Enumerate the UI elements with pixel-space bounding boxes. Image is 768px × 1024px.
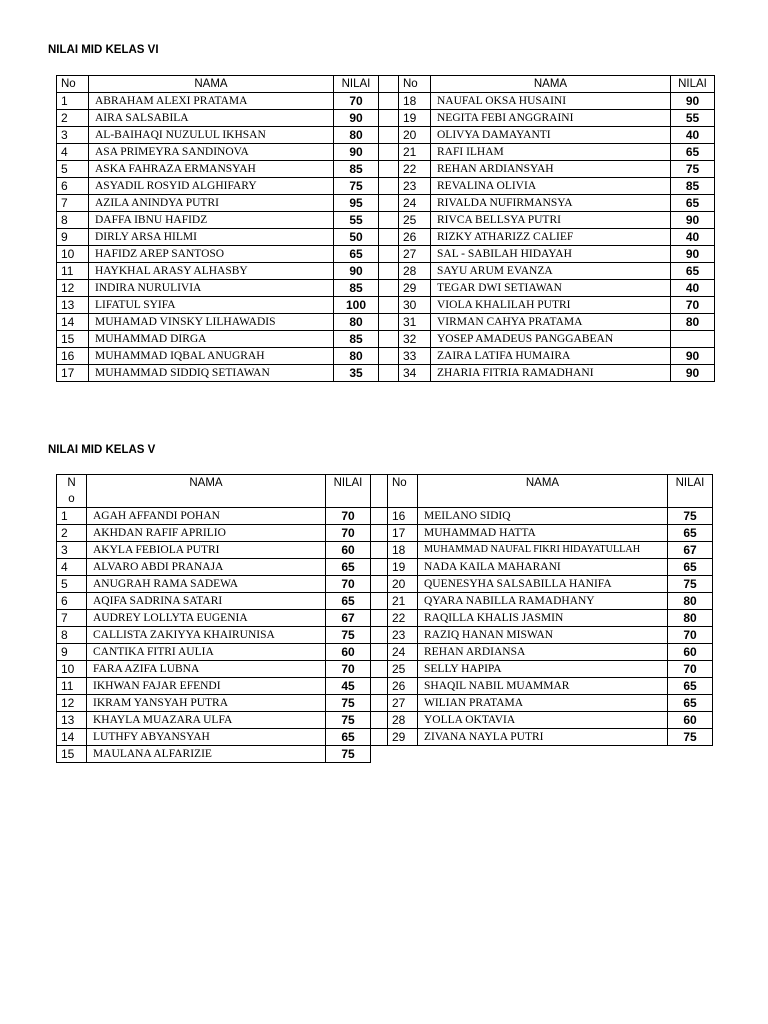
row-number: 4: [57, 144, 89, 161]
table-row: [57, 678, 713, 695]
column-gap: [379, 76, 399, 93]
row-number: 23: [399, 178, 431, 195]
row-number: 12: [57, 280, 89, 297]
student-name: ALVARO ABDI PRANAJA: [87, 559, 326, 576]
student-score: 65: [668, 559, 713, 576]
row-number: 11: [57, 678, 87, 695]
student-score: 60: [326, 542, 371, 559]
column-gap: [379, 246, 399, 263]
row-number: 13: [57, 712, 87, 729]
row-number: 3: [57, 542, 87, 559]
student-score: [671, 331, 715, 348]
student-name: YOLLA OKTAVIA: [418, 712, 668, 729]
student-name: INDIRA NURULIVIA: [89, 280, 334, 297]
table-row: [57, 508, 713, 525]
student-name: FARA AZIFA LUBNA: [87, 661, 326, 678]
row-number: 21: [399, 144, 431, 161]
student-score: 65: [671, 263, 715, 280]
student-name: SHAQIL NABIL MUAMMAR: [418, 678, 668, 695]
student-score: 75: [668, 508, 713, 525]
student-name: REHAN ARDIANSYAH: [431, 161, 671, 178]
column-gap: [371, 627, 388, 644]
student-score: 65: [668, 525, 713, 542]
row-number: 19: [399, 110, 431, 127]
student-score: 90: [334, 144, 379, 161]
student-score: 90: [334, 110, 379, 127]
student-name: ASKA FAHRAZA ERMANSYAH: [89, 161, 334, 178]
column-gap: [379, 263, 399, 280]
row-number: 18: [399, 93, 431, 110]
row-number: 28: [399, 263, 431, 280]
student-score: 60: [668, 644, 713, 661]
student-name: MAULANA ALFARIZIE: [87, 746, 326, 763]
table-row: [57, 110, 715, 127]
row-number: 26: [388, 678, 418, 695]
table-row: [57, 525, 713, 542]
student-score: 55: [334, 212, 379, 229]
column-gap: [379, 297, 399, 314]
student-name: VIOLA KHALILAH PUTRI: [431, 297, 671, 314]
header-nama: NAMA: [87, 475, 326, 508]
student-name: AUDREY LOLLYTA EUGENIA: [87, 610, 326, 627]
student-name: RAQILLA KHALIS JASMIN: [418, 610, 668, 627]
column-gap: [371, 678, 388, 695]
student-name: ABRAHAM ALEXI PRATAMA: [89, 93, 334, 110]
column-gap: [379, 161, 399, 178]
table-row: [57, 542, 713, 559]
student-score: 75: [334, 178, 379, 195]
student-name: MUHAMMAD SIDDIQ SETIAWAN: [89, 365, 334, 382]
row-number: 34: [399, 365, 431, 382]
table-row: [57, 195, 715, 212]
student-name: AZILA ANINDYA PUTRI: [89, 195, 334, 212]
row-number: 9: [57, 644, 87, 661]
row-number: 15: [57, 746, 87, 763]
student-name: SAL - SABILAH HIDAYAH: [431, 246, 671, 263]
table-row: [57, 127, 715, 144]
student-name: AGAH AFFANDI POHAN: [87, 508, 326, 525]
student-name: RIVCA BELLSYA PUTRI: [431, 212, 671, 229]
student-score: 75: [326, 746, 371, 763]
student-score: 50: [334, 229, 379, 246]
student-name: RAFI ILHAM: [431, 144, 671, 161]
student-name: MEILANO SIDIQ: [418, 508, 668, 525]
column-gap: [371, 525, 388, 542]
student-score: 65: [668, 678, 713, 695]
header-nilai: NILAI: [326, 475, 371, 508]
table-row: [57, 661, 713, 678]
student-score: 70: [668, 627, 713, 644]
student-name: SELLY HAPIPA: [418, 661, 668, 678]
student-score: 90: [671, 212, 715, 229]
student-score: 80: [334, 314, 379, 331]
grades-table-kelas-vi: [56, 75, 715, 382]
table-row: [57, 576, 713, 593]
column-gap: [371, 593, 388, 610]
student-score: 65: [668, 695, 713, 712]
row-number: 17: [57, 365, 89, 382]
student-name: ZHARIA FITRIA RAMADHANI: [431, 365, 671, 382]
student-score: 85: [334, 280, 379, 297]
student-score: 70: [326, 576, 371, 593]
column-gap: [379, 195, 399, 212]
row-number: 5: [57, 161, 89, 178]
column-gap: [379, 365, 399, 382]
column-gap: [379, 280, 399, 297]
student-score: 75: [326, 695, 371, 712]
student-name: ASA PRIMEYRA SANDINOVA: [89, 144, 334, 161]
student-name: AKYLA FEBIOLA PUTRI: [87, 542, 326, 559]
student-score: 90: [334, 263, 379, 280]
student-name: LUTHFY ABYANSYAH: [87, 729, 326, 746]
student-name: MUHAMAD VINSKY LILHAWADIS: [89, 314, 334, 331]
student-name: AQIFA SADRINA SATARI: [87, 593, 326, 610]
row-number: 27: [388, 695, 418, 712]
table-row: [57, 593, 713, 610]
row-number: 19: [388, 559, 418, 576]
student-name: MUHAMMAD IQBAL ANUGRAH: [89, 348, 334, 365]
student-score: 75: [326, 627, 371, 644]
table-row: [57, 144, 715, 161]
column-gap: [371, 661, 388, 678]
row-number: 10: [57, 661, 87, 678]
table-row: [57, 695, 713, 712]
student-score: 95: [334, 195, 379, 212]
student-name: DIRLY ARSA HILMI: [89, 229, 334, 246]
row-number: 7: [57, 195, 89, 212]
row-number: 11: [57, 263, 89, 280]
student-score: 85: [334, 161, 379, 178]
row-number: 17: [388, 525, 418, 542]
column-gap: [371, 729, 388, 746]
table-header-row: [57, 475, 713, 508]
row-number: 8: [57, 627, 87, 644]
table-row: [57, 729, 713, 746]
row-number: 30: [399, 297, 431, 314]
student-score: 80: [671, 314, 715, 331]
header-no-line1: N: [67, 477, 76, 489]
student-score: 80: [668, 610, 713, 627]
student-name: MUHAMMAD DIRGA: [89, 331, 334, 348]
row-number: 2: [57, 110, 89, 127]
student-score: 75: [668, 576, 713, 593]
student-score: 75: [671, 161, 715, 178]
table-row: [57, 559, 713, 576]
row-number: 5: [57, 576, 87, 593]
student-score: 35: [334, 365, 379, 382]
student-name: QYARA NABILLA RAMADHANY: [418, 593, 668, 610]
student-score: 100: [334, 297, 379, 314]
row-number: 14: [57, 729, 87, 746]
student-name: AKHDAN RAFIF APRILIO: [87, 525, 326, 542]
student-score: 60: [326, 644, 371, 661]
row-number: 23: [388, 627, 418, 644]
student-score: 67: [668, 542, 713, 559]
table-row: [57, 263, 715, 280]
row-number: 2: [57, 525, 87, 542]
student-score: 65: [326, 729, 371, 746]
student-score: 90: [671, 365, 715, 382]
row-number: 33: [399, 348, 431, 365]
row-number: 14: [57, 314, 89, 331]
row-number: 24: [399, 195, 431, 212]
row-number: 16: [57, 348, 89, 365]
row-number: 31: [399, 314, 431, 331]
student-name: SAYU ARUM EVANZA: [431, 263, 671, 280]
student-score: 80: [334, 348, 379, 365]
row-number: 16: [388, 508, 418, 525]
header-no: No: [399, 76, 431, 93]
student-name: HAYKHAL ARASY ALHASBY: [89, 263, 334, 280]
student-score: 67: [326, 610, 371, 627]
column-gap: [379, 127, 399, 144]
student-score: 70: [326, 661, 371, 678]
row-number: 8: [57, 212, 89, 229]
student-name: CANTIKA FITRI AULIA: [87, 644, 326, 661]
student-name: KHAYLA MUAZARA ULFA: [87, 712, 326, 729]
student-name: QUENESYHA SALSABILLA HANIFA: [418, 576, 668, 593]
row-number: 6: [57, 593, 87, 610]
student-name: RAZIQ HANAN MISWAN: [418, 627, 668, 644]
table-row: [57, 746, 713, 763]
table-row: [57, 712, 713, 729]
section-title-kelas-vi: NILAI MID KELAS VI: [48, 44, 159, 56]
student-name: IKHWAN FAJAR EFENDI: [87, 678, 326, 695]
student-score: 80: [668, 593, 713, 610]
column-gap: [379, 348, 399, 365]
student-name: RIZKY ATHARIZZ CALIEF: [431, 229, 671, 246]
student-name: RIVALDA NUFIRMANSYA: [431, 195, 671, 212]
row-number: 24: [388, 644, 418, 661]
column-gap: [379, 93, 399, 110]
table-row: [57, 161, 715, 178]
header-no: [57, 475, 87, 508]
student-name: NEGITA FEBI ANGGRAINI: [431, 110, 671, 127]
student-score: 70: [671, 297, 715, 314]
student-score: 70: [326, 525, 371, 542]
row-number: 7: [57, 610, 87, 627]
student-name: OLIVYA DAMAYANTI: [431, 127, 671, 144]
student-name: AIRA SALSABILA: [89, 110, 334, 127]
table-row: [57, 229, 715, 246]
student-name: HAFIDZ AREP SANTOSO: [89, 246, 334, 263]
table-row: [57, 627, 713, 644]
student-name: CALLISTA ZAKIYYA KHAIRUNISA: [87, 627, 326, 644]
table-row: [57, 331, 715, 348]
student-name: ANUGRAH RAMA SADEWA: [87, 576, 326, 593]
header-nama: NAMA: [89, 76, 334, 93]
header-no: No: [388, 475, 418, 508]
student-score: 75: [668, 729, 713, 746]
student-name: TEGAR DWI SETIAWAN: [431, 280, 671, 297]
table-row: [57, 365, 715, 382]
student-score: 65: [334, 246, 379, 263]
row-number: 1: [57, 93, 89, 110]
student-score: 45: [326, 678, 371, 695]
table-row: [57, 610, 713, 627]
table-row: [57, 178, 715, 195]
student-score: 65: [671, 144, 715, 161]
student-name: NADA KAILA MAHARANI: [418, 559, 668, 576]
student-score: 40: [671, 229, 715, 246]
header-nilai: NILAI: [334, 76, 379, 93]
header-nilai: NILAI: [668, 475, 713, 508]
student-score: 90: [671, 93, 715, 110]
table-row: [57, 93, 715, 110]
student-score: 55: [671, 110, 715, 127]
column-gap: [371, 610, 388, 627]
row-number: 20: [399, 127, 431, 144]
row-number: 22: [388, 610, 418, 627]
row-number: 3: [57, 127, 89, 144]
column-gap: [379, 314, 399, 331]
student-score: 65: [326, 593, 371, 610]
column-gap: [379, 178, 399, 195]
table-row: [57, 297, 715, 314]
table-row: [57, 314, 715, 331]
column-gap: [371, 576, 388, 593]
column-gap: [379, 144, 399, 161]
row-number: 20: [388, 576, 418, 593]
student-score: 65: [326, 559, 371, 576]
student-name: REHAN ARDIANSA: [418, 644, 668, 661]
column-gap: [371, 542, 388, 559]
row-number: 12: [57, 695, 87, 712]
row-number: 21: [388, 593, 418, 610]
column-gap: [371, 644, 388, 661]
student-name: LIFATUL SYIFA: [89, 297, 334, 314]
row-number: 29: [388, 729, 418, 746]
grades-table-kelas-v: [56, 474, 713, 763]
header-nama: NAMA: [431, 76, 671, 93]
row-number: 13: [57, 297, 89, 314]
column-gap: [379, 229, 399, 246]
student-score: 90: [671, 348, 715, 365]
student-name: YOSEP AMADEUS PANGGABEAN: [431, 331, 671, 348]
student-score: 90: [671, 246, 715, 263]
column-gap: [371, 508, 388, 525]
column-gap: [379, 110, 399, 127]
row-number: 25: [388, 661, 418, 678]
student-name: ASYADIL ROSYID ALGHIFARY: [89, 178, 334, 195]
row-number: 6: [57, 178, 89, 195]
column-gap: [371, 475, 388, 508]
student-score: 70: [668, 661, 713, 678]
column-gap: [371, 559, 388, 576]
row-number: 29: [399, 280, 431, 297]
column-gap: [379, 212, 399, 229]
student-score: 40: [671, 127, 715, 144]
column-gap: [379, 331, 399, 348]
row-number: 18: [388, 542, 418, 559]
row-number: 1: [57, 508, 87, 525]
student-name: DAFFA IBNU HAFIDZ: [89, 212, 334, 229]
student-name: ZAIRA LATIFA HUMAIRA: [431, 348, 671, 365]
header-nama: NAMA: [418, 475, 668, 508]
table-row: [57, 246, 715, 263]
student-name: MUHAMMAD NAUFAL FIKRI HIDAYATULLAH: [418, 542, 668, 559]
student-score: 75: [326, 712, 371, 729]
column-gap: [371, 695, 388, 712]
row-number: 4: [57, 559, 87, 576]
header-nilai: NILAI: [671, 76, 715, 93]
student-score: 65: [671, 195, 715, 212]
section-title-kelas-v: NILAI MID KELAS V: [48, 444, 156, 456]
row-number: 22: [399, 161, 431, 178]
header-no: No: [57, 76, 89, 93]
student-name: ZIVANA NAYLA PUTRI: [418, 729, 668, 746]
row-number: 25: [399, 212, 431, 229]
student-name: WILIAN PRATAMA: [418, 695, 668, 712]
student-score: 40: [671, 280, 715, 297]
student-name: MUHAMMAD HATTA: [418, 525, 668, 542]
student-score: 85: [671, 178, 715, 195]
row-number: 28: [388, 712, 418, 729]
student-name: REVALINA OLIVIA: [431, 178, 671, 195]
table-row: [57, 644, 713, 661]
row-number: 26: [399, 229, 431, 246]
student-score: 85: [334, 331, 379, 348]
student-score: 80: [334, 127, 379, 144]
row-number: 27: [399, 246, 431, 263]
row-number: 10: [57, 246, 89, 263]
student-score: 60: [668, 712, 713, 729]
table-header-row: [57, 76, 715, 93]
table-row: [57, 212, 715, 229]
header-no-line2: o: [68, 493, 75, 505]
student-name: IKRAM YANSYAH PUTRA: [87, 695, 326, 712]
student-score: 70: [326, 508, 371, 525]
student-name: AL-BAIHAQI NUZULUL IKHSAN: [89, 127, 334, 144]
student-name: NAUFAL OKSA HUSAINI: [431, 93, 671, 110]
student-name: VIRMAN CAHYA PRATAMA: [431, 314, 671, 331]
row-number: 15: [57, 331, 89, 348]
row-number: 9: [57, 229, 89, 246]
student-score: 70: [334, 93, 379, 110]
row-number: 32: [399, 331, 431, 348]
table-row: [57, 348, 715, 365]
column-gap: [371, 712, 388, 729]
table-row: [57, 280, 715, 297]
